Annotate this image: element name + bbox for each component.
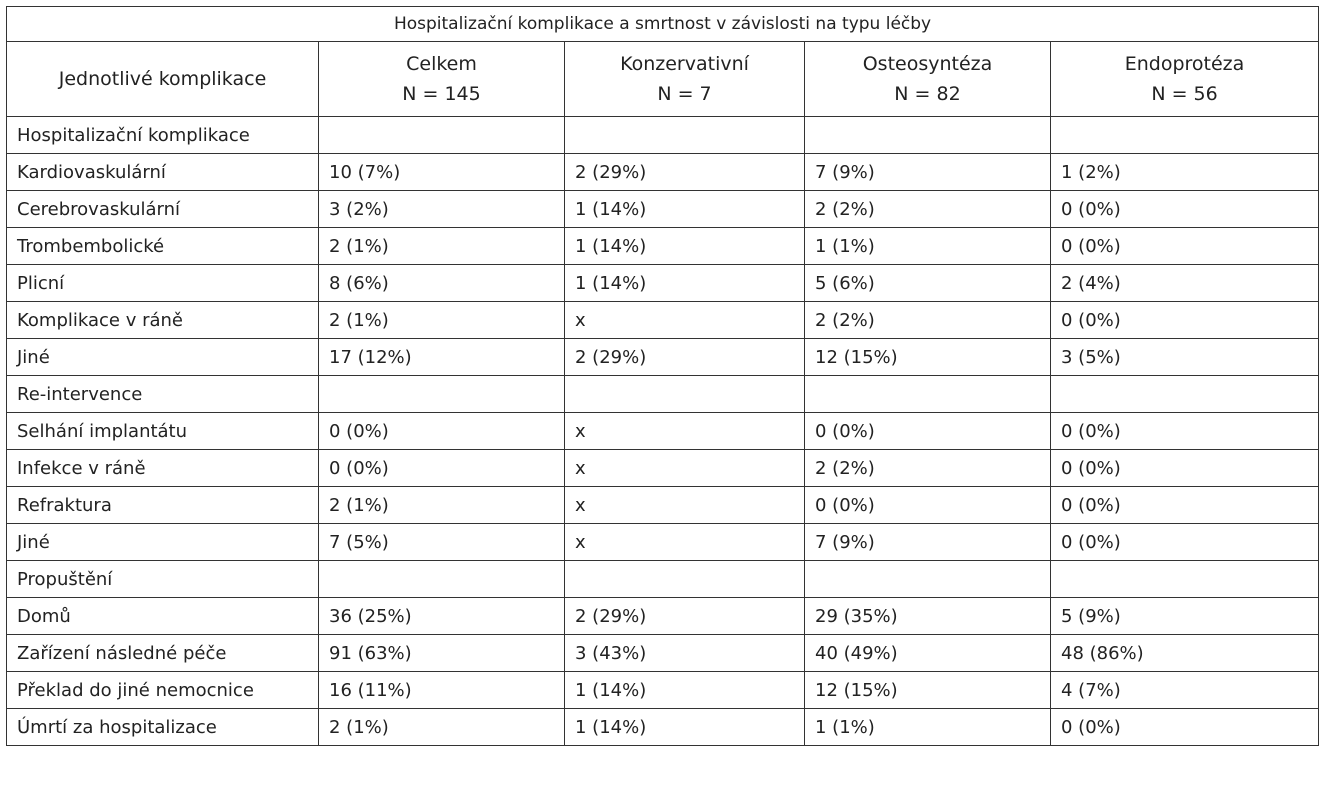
row-label: Selhání implantátu xyxy=(7,413,319,450)
table-cell: 2 (1%) xyxy=(319,228,565,265)
table-cell: 5 (9%) xyxy=(1051,598,1319,635)
table-cell xyxy=(805,376,1051,413)
table-cell: 8 (6%) xyxy=(319,265,565,302)
table-cell: 40 (49%) xyxy=(805,635,1051,672)
table-cell: 1 (14%) xyxy=(565,191,805,228)
column-header-osteosynthesis xyxy=(805,42,1051,117)
table-cell: 2 (1%) xyxy=(319,487,565,524)
table-cell: 7 (5%) xyxy=(319,524,565,561)
table-cell: 2 (2%) xyxy=(805,191,1051,228)
table-cell: 4 (7%) xyxy=(1051,672,1319,709)
table-cell: 48 (86%) xyxy=(1051,635,1319,672)
row-label: Trombembolické xyxy=(7,228,319,265)
table-cell: 36 (25%) xyxy=(319,598,565,635)
row-label: Refraktura xyxy=(7,487,319,524)
table-cell: 29 (35%) xyxy=(805,598,1051,635)
table-cell: 3 (43%) xyxy=(565,635,805,672)
table-cell: 0 (0%) xyxy=(319,413,565,450)
table-cell: 1 (14%) xyxy=(565,265,805,302)
table-cell: 0 (0%) xyxy=(1051,191,1319,228)
table-cell: 0 (0%) xyxy=(805,487,1051,524)
table-cell: 12 (15%) xyxy=(805,339,1051,376)
table-cell xyxy=(319,117,565,154)
table-cell: 7 (9%) xyxy=(805,524,1051,561)
row-label: Jiné xyxy=(7,339,319,376)
table-cell: 1 (2%) xyxy=(1051,154,1319,191)
table-row xyxy=(7,339,1319,376)
row-label: Propuštění xyxy=(7,561,319,598)
table-body xyxy=(7,117,1319,746)
column-header-label: Endoprotéza xyxy=(1124,53,1245,75)
row-label: Úmrtí za hospitalizace xyxy=(7,709,319,746)
table-cell: x xyxy=(565,413,805,450)
table-row xyxy=(7,672,1319,709)
row-label: Překlad do jiné nemocnice xyxy=(7,672,319,709)
table-cell xyxy=(319,376,565,413)
table-cell xyxy=(565,117,805,154)
table-cell: x xyxy=(565,450,805,487)
table-row xyxy=(7,598,1319,635)
column-header-endoprosthesis xyxy=(1051,42,1319,117)
table-row xyxy=(7,117,1319,154)
column-header-count: N = 145 xyxy=(402,83,481,105)
table-cell: 2 (2%) xyxy=(805,450,1051,487)
row-label: Zařízení následné péče xyxy=(7,635,319,672)
column-header-label: Celkem xyxy=(406,53,477,75)
table-cell: 0 (0%) xyxy=(1051,709,1319,746)
table-title-row xyxy=(7,7,1319,42)
table-cell xyxy=(565,561,805,598)
table-cell: 12 (15%) xyxy=(805,672,1051,709)
table-cell: 2 (4%) xyxy=(1051,265,1319,302)
table-cell: 10 (7%) xyxy=(319,154,565,191)
row-label: Infekce v ráně xyxy=(7,450,319,487)
row-label: Komplikace v ráně xyxy=(7,302,319,339)
column-header-label: Jednotlivé komplikace xyxy=(58,68,267,90)
table-header-row xyxy=(7,42,1319,117)
table-cell: 2 (1%) xyxy=(319,302,565,339)
table-cell: x xyxy=(565,302,805,339)
table-cell: 16 (11%) xyxy=(319,672,565,709)
column-header-total xyxy=(319,42,565,117)
table-cell xyxy=(319,561,565,598)
table-cell: 2 (29%) xyxy=(565,598,805,635)
table-cell xyxy=(805,561,1051,598)
column-header-count: N = 56 xyxy=(1151,83,1218,105)
table-cell: 0 (0%) xyxy=(1051,487,1319,524)
table-cell xyxy=(1051,376,1319,413)
column-header-label: Osteosyntéza xyxy=(862,53,993,75)
table-row xyxy=(7,376,1319,413)
table-row xyxy=(7,450,1319,487)
table-cell: 91 (63%) xyxy=(319,635,565,672)
complications-table xyxy=(6,6,1319,746)
table-cell: 2 (29%) xyxy=(565,339,805,376)
table-cell: x xyxy=(565,487,805,524)
row-label: Re-intervence xyxy=(7,376,319,413)
table-row xyxy=(7,154,1319,191)
table-row xyxy=(7,487,1319,524)
row-label: Cerebrovaskulární xyxy=(7,191,319,228)
table-cell: 0 (0%) xyxy=(1051,524,1319,561)
table-row xyxy=(7,635,1319,672)
table-cell: 0 (0%) xyxy=(805,413,1051,450)
table-cell: 2 (2%) xyxy=(805,302,1051,339)
table-cell: 0 (0%) xyxy=(1051,228,1319,265)
table-row xyxy=(7,561,1319,598)
table-row xyxy=(7,191,1319,228)
row-label: Domů xyxy=(7,598,319,635)
column-header-count: N = 7 xyxy=(657,83,712,105)
table-row xyxy=(7,413,1319,450)
table-cell: 3 (5%) xyxy=(1051,339,1319,376)
column-header-label: Konzervativní xyxy=(620,53,749,75)
table-cell: 0 (0%) xyxy=(1051,302,1319,339)
table-row xyxy=(7,709,1319,746)
table-cell: 0 (0%) xyxy=(1051,450,1319,487)
column-header-complications xyxy=(7,42,319,117)
table-cell xyxy=(805,117,1051,154)
table-row xyxy=(7,302,1319,339)
table-cell: 17 (12%) xyxy=(319,339,565,376)
table-row xyxy=(7,524,1319,561)
table-cell: 1 (14%) xyxy=(565,709,805,746)
table-cell xyxy=(1051,561,1319,598)
column-header-count: N = 82 xyxy=(894,83,961,105)
row-label: Hospitalizační komplikace xyxy=(7,117,319,154)
row-label: Jiné xyxy=(7,524,319,561)
table-cell: 0 (0%) xyxy=(319,450,565,487)
table-cell: 1 (1%) xyxy=(805,709,1051,746)
table-cell: 7 (9%) xyxy=(805,154,1051,191)
row-label: Kardiovaskulární xyxy=(7,154,319,191)
table-container xyxy=(6,6,1318,746)
table-cell xyxy=(565,376,805,413)
column-header-conservative xyxy=(565,42,805,117)
table-cell: 2 (1%) xyxy=(319,709,565,746)
table-row xyxy=(7,228,1319,265)
row-label: Plicní xyxy=(7,265,319,302)
table-cell: 5 (6%) xyxy=(805,265,1051,302)
table-title: Hospitalizační komplikace a smrtnost v závislosti na typu léčby xyxy=(7,7,1319,42)
table-row xyxy=(7,265,1319,302)
table-cell: 1 (14%) xyxy=(565,228,805,265)
table-cell xyxy=(1051,117,1319,154)
table-cell: 0 (0%) xyxy=(1051,413,1319,450)
table-cell: x xyxy=(565,524,805,561)
table-cell: 2 (29%) xyxy=(565,154,805,191)
table-cell: 1 (1%) xyxy=(805,228,1051,265)
table-cell: 1 (14%) xyxy=(565,672,805,709)
table-cell: 3 (2%) xyxy=(319,191,565,228)
